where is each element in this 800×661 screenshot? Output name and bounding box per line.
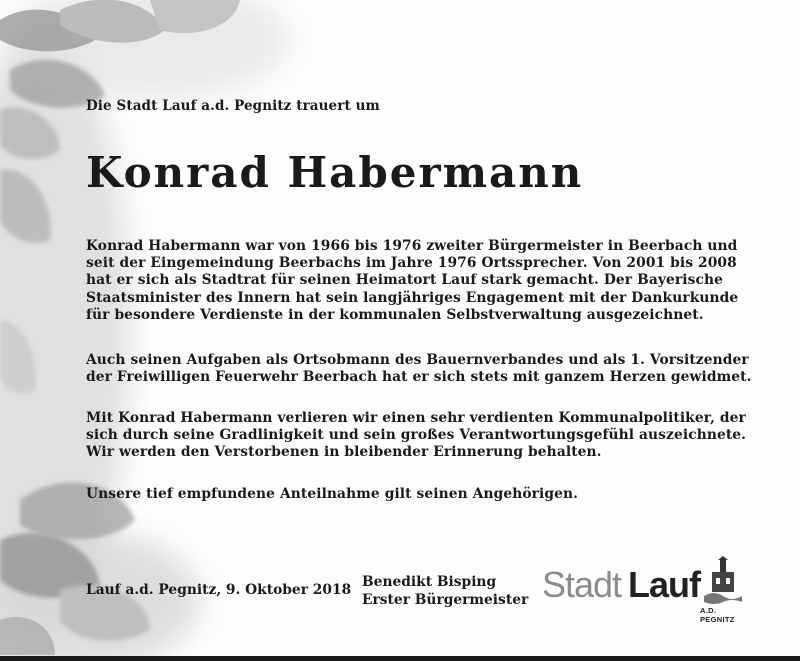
paragraph-duties: Auch seinen Aufgaben als Ortsobmann des Bauernverbandes und als 1. Vorsitzender der Freiwilligen Feuerwehr Beerbach hat er sich stets mit ganzem Herzen gewidmet. — [86, 352, 752, 386]
signature-block — [362, 574, 528, 609]
castle-emblem-icon — [700, 556, 746, 606]
logo-subtitle: A.D. PEGNITZ — [700, 606, 735, 624]
logo-word-stadt: Stadt — [542, 564, 622, 605]
paragraph-career: Konrad Habermann war von 1966 bis 1976 zweiter Bürgermeister in Beerbach und seit der Eingemeindung Beerbachs im Jahre 1976 Ortssprecher. Von 2001 bis 2008 hat er sich als Stadtrat für seinen Heimatort Lauf stark gemacht. Der Bayerische Staatsminister des Innern hat sein langjähriges Engagement mit der Dankurkunde für besondere Verdienste in der kommunalen Selbstverwaltung ausgezeichnet. — [86, 238, 739, 323]
paragraph-condolence: Unsere tief empfundene Anteilnahme gilt seinen Angehörigen. — [86, 486, 578, 502]
stadt-lauf-logo — [542, 556, 752, 624]
intro-line: Die Stadt Lauf a.d. Pegnitz trauert um — [86, 98, 380, 114]
signer-name: Benedikt Bisping — [362, 574, 497, 590]
place-date: Lauf a.d. Pegnitz, 9. Oktober 2018 — [86, 582, 352, 598]
logo-word-lauf: Lauf — [628, 564, 700, 605]
deceased-name: Konrad Habermann — [86, 148, 584, 197]
paragraph-tribute: Mit Konrad Habermann verlieren wir einen sehr verdienten Kommunalpolitiker, der sich durch seine Gradlinigkeit und sein großes Verantwortungsgefühl auszeichnete. Wir werden den Verstorbenen in bleibender Erinnerung behalten. — [86, 410, 747, 461]
signer-title: Erster Bürgermeister — [362, 591, 529, 608]
